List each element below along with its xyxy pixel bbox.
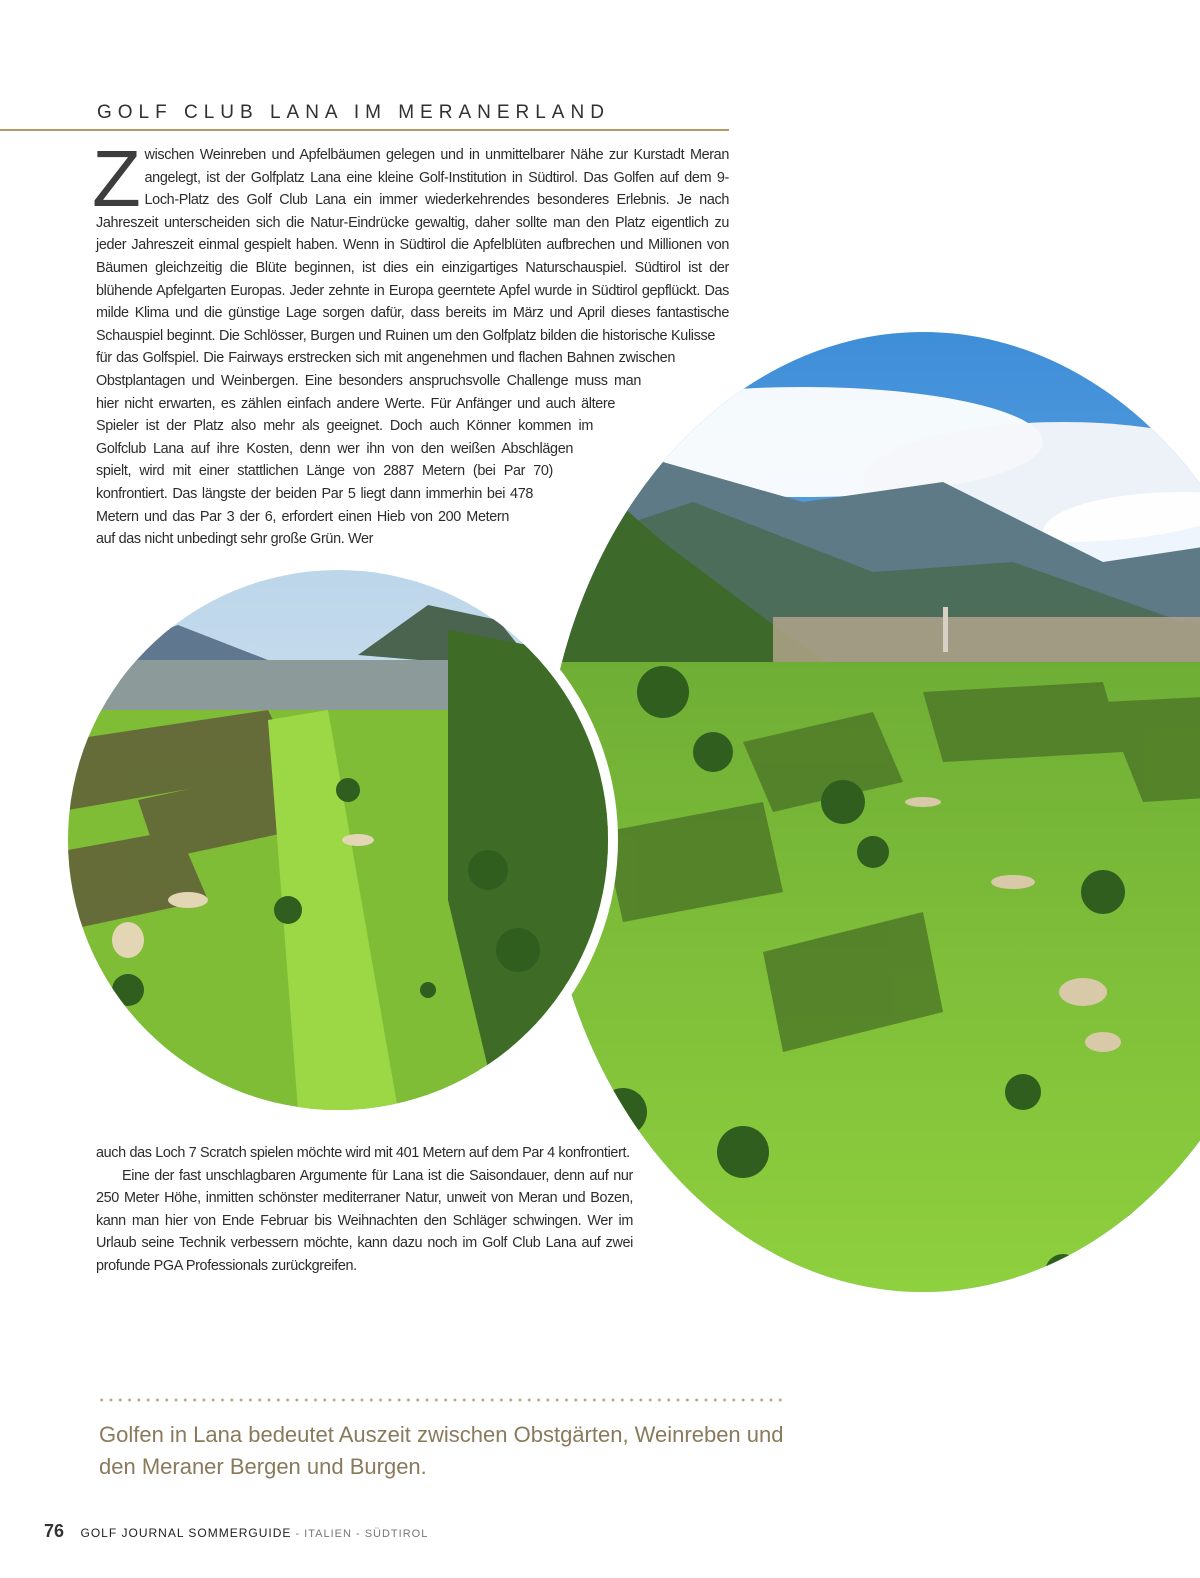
article-intro: [92, 134, 729, 551]
page-footer: [44, 1521, 428, 1542]
season-paragraph: Eine der fast unschlagbaren Argumente für Lana ist die Saisondauer, denn auf nur 250 Meter Höhe, inmitten schönster mediterraner Natur, unweit von Meran und Bozen, kann man hier von Ende Februar bis Weihnachten den Schläger schwingen. Wer im Urlaub seine Technik verbessern möchte, kann dazu noch im Golf Club Lana auf zwei profunde PGA Professionals zurückgreifen.: [96, 1167, 633, 1274]
intro-paragraph: wischen Weinreben und Apfelbäumen gelegen und in unmittelbarer Nähe zur Kurstadt Meran angelegt, ist der Golfplatz Lana eine kleine Golf-Institution in Südtirol. Das Golfen auf dem 9-Loch-Platz des Golf Club Lana ein immer wiederkehrendes besonderes Erlebnis. Je nach Jahreszeit unterscheiden sich die Natur-Eindrücke gewaltig, daher sollte man den Platz eigentlich zu jeder Jahreszeit einmal gespielt haben. Wenn in Südtirol die Apfelblüten aufbrechen und Millionen von Bäumen gleichzeitig die Blüte beginnen, ist dies ein einzigartiges Naturschauspiel. Südtirol ist der blühende Apfelgarten Europas. Jeder zehnte in Europa geerntete Apfel wurde in Südtirol gepflückt. Das milde Klima und die günstige Lage sorgen dafür, dass bereits im März und April dieses fantastische Schauspiel beginnt. Die Schlösser, Burgen und Ruinen um den Golfplatz bilden die historische Kulisse für das Golfspiel. Die Fairways erstrecken sich mit angenehmen und flachen Bahnen zwischen Obstplantagen und Weinbergen. Eine besonders anspruchsvolle Challenge muss man hier nicht erwarten, es zählen einfach andere Werte. Für Anfänger und auch ältere Spieler ist der Platz also mehr als geeignet. Doch auch Könner kommen im Golfclub Lana auf ihre Kosten, denn wer ihn von den weißen Abschlägen spielt, wird mit einer stattlichen Länge von 2887 Metern (bei Par 70) konfrontiert. Das längste der beiden Par 5 liegt dann immerhin bei 478 Metern und das Par 3 der 6, erfordert einen Hieb von 200 Metern auf das nicht unbedingt sehr große Grün. Wer: [96, 147, 729, 548]
heading-rule: [0, 129, 729, 131]
section-region: - ITALIEN - SÜDTIROL: [291, 1528, 429, 1540]
aerial-photo-small: [58, 560, 618, 1120]
page-number: 76: [44, 1521, 65, 1541]
continuation-paragraph: auch das Loch 7 Scratch spielen möchte wird mit 401 Metern auf dem Par 4 konfrontiert.: [96, 1145, 630, 1161]
pull-quote: Golfen in Lana bedeutet Auszeit zwischen Obstgärten, Weinreben und den Meraner Bergen und Burgen.: [99, 1422, 784, 1479]
dotted-divider: [97, 1396, 787, 1404]
article-continuation: [96, 1142, 633, 1278]
publication-name: GOLF JOURNAL SOMMERGUIDE: [80, 1526, 292, 1540]
fairway-aerial-image: [68, 570, 608, 1110]
article-heading: GOLF CLUB LANA IM MERANERLAND: [97, 102, 610, 123]
drop-cap: Z: [92, 134, 141, 223]
